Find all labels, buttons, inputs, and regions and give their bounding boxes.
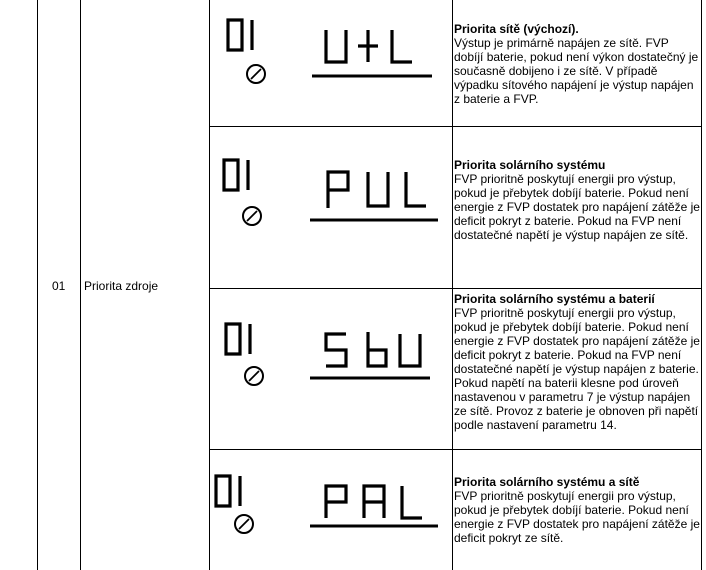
option-description xyxy=(454,475,700,545)
lcd-display-pal xyxy=(214,474,442,544)
row-divider xyxy=(209,288,702,289)
lcd-param-digits xyxy=(224,160,248,190)
option-title: Priorita solárního systému a sítě xyxy=(454,475,640,489)
table-border-col3 xyxy=(209,0,210,570)
lcd-code-utl xyxy=(326,30,412,62)
option-title: Priorita solárního systému a baterií xyxy=(454,292,655,306)
lcd-param-digits xyxy=(226,324,250,354)
row-divider xyxy=(209,126,702,127)
lcd-display-pul xyxy=(222,158,442,230)
lcd-display-utl xyxy=(226,18,436,88)
lcd-code-pul xyxy=(328,172,426,208)
lcd-param-digits xyxy=(228,20,252,50)
table-border-col2 xyxy=(80,0,81,570)
option-description xyxy=(454,22,700,106)
dial-icon xyxy=(235,515,253,533)
option-title: Priorita sítě (výchozí). xyxy=(454,22,579,36)
table-border-col4 xyxy=(452,0,453,570)
option-body: Výstup je primárně napájen ze sítě. FVP dobíjí baterie, pokud není výkon dostatečný je současně dobijeno i ze sítě. V případě výpadku sítového napájení je výstup napájen z baterie a FVP. xyxy=(454,36,699,106)
dial-icon xyxy=(245,367,263,385)
option-body: FVP prioritně poskytují energii pro výstup, pokud je přebytek dobíjí baterie. Pokud není energie z FVP dostatek pro napájení zátěže je deficit pokryt ze sítě. xyxy=(454,489,700,545)
lcd-code-pal xyxy=(326,486,422,518)
lcd-display-sbu xyxy=(224,322,439,392)
setting-number: 01 xyxy=(52,279,66,293)
lcd-param-digits xyxy=(216,476,240,506)
option-description xyxy=(454,292,700,432)
lcd-code-sbu xyxy=(326,332,420,366)
option-body: FVP prioritně poskytují energii pro výstup, pokud je přebytek dobíjí baterie. Pokud není energie z FVP dostatek pro napájení zátěže je deficit pokryt z baterie. Pokud na FVP není dostatečné napětí je výstup napájen ze sítě. xyxy=(454,172,700,242)
row-divider xyxy=(209,449,702,450)
option-description xyxy=(454,158,700,242)
option-body: FVP prioritně poskytují energii pro výstup, pokud je přebytek dobíjí baterie. Pokud není energie z FVP dostatek pro napájení zátěže je deficit pokryt z baterie. Pokud na FVP není dostatečné napětí je výstup napájen z baterie. Pokud napětí na baterii klesne pod úroveň nastavenou v parametru 7 je výstup napájen ze sítě. Provoz z baterie je obnoven při napětí podle nastavení parametru 14. xyxy=(454,306,700,432)
dial-icon xyxy=(243,207,261,225)
option-title: Priorita solárního systému xyxy=(454,158,606,172)
dial-icon xyxy=(247,65,265,83)
table-border-left xyxy=(37,0,38,570)
table-border-right xyxy=(701,0,702,570)
setting-name: Priorita zdroje xyxy=(84,279,159,293)
